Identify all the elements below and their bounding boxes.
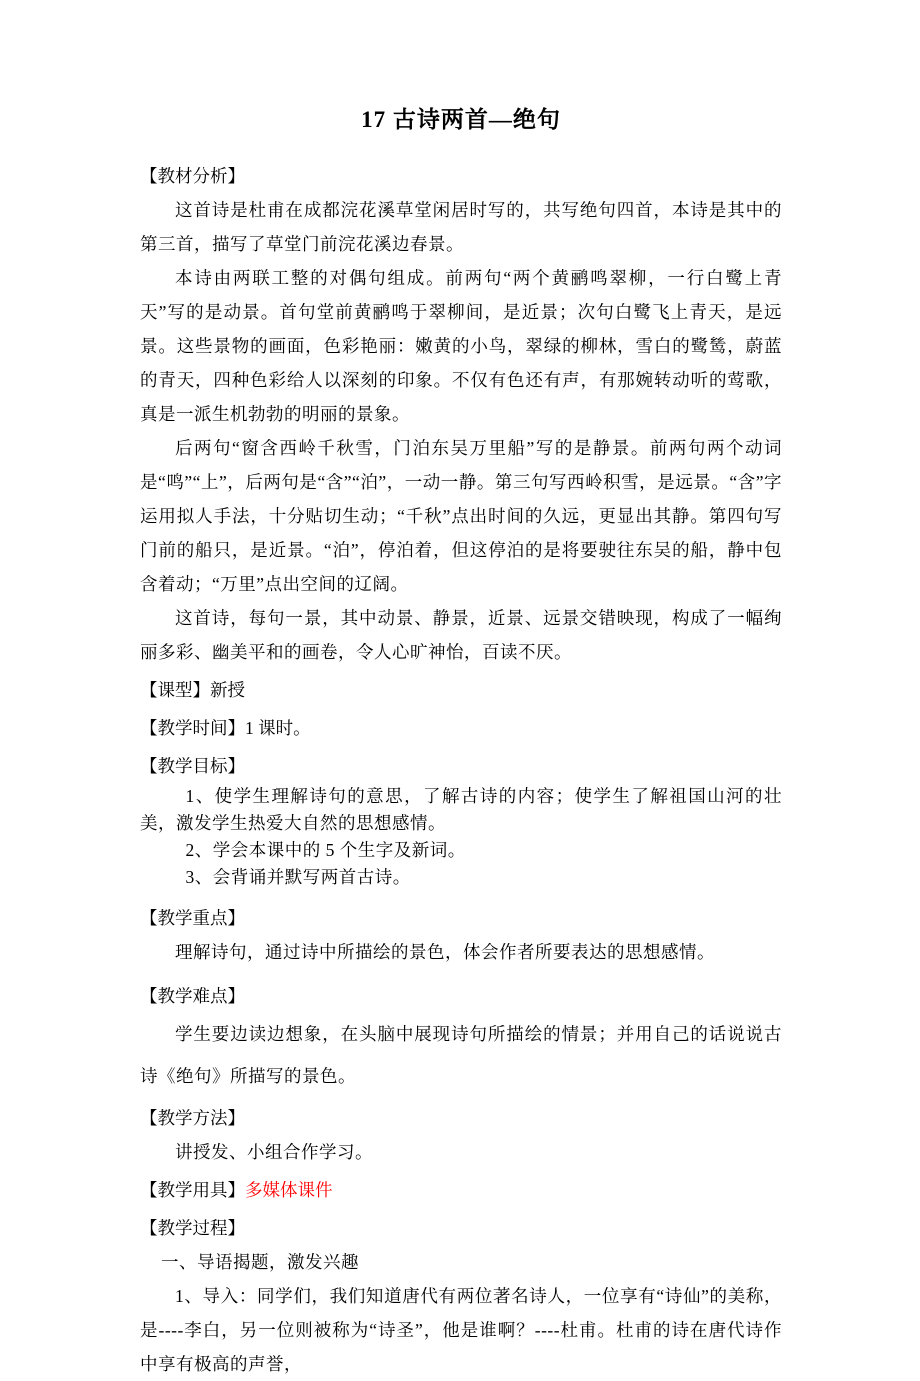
heading-material-analysis: 【教材分析】: [140, 166, 245, 186]
course-type-label: 【课型】: [140, 680, 210, 700]
heading-process: 【教学过程】: [140, 1218, 245, 1238]
heading-objectives: 【教学目标】: [140, 756, 245, 776]
teaching-aids-label: 【教学用具】: [140, 1180, 245, 1200]
key-points-paragraph: 理解诗句，通过诗中所描绘的景色，体会作者所要表达的思想感情。: [175, 942, 715, 962]
process-item: 一、导语揭题，激发兴趣: [161, 1252, 359, 1272]
teaching-aids-value: 多媒体课件: [245, 1180, 333, 1200]
heading-key-points: 【教学重点】: [140, 908, 245, 928]
teaching-time-label: 【教学时间】: [140, 718, 245, 738]
material-analysis-paragraph: 这首诗，每句一景，其中动景、静景，近景、远景交错映现，构成了一幅绚丽多彩、幽美平和的画卷，令人心旷神怡，百读不厌。: [140, 608, 782, 662]
teaching-aids-line: [140, 1173, 782, 1207]
objective-item: 1、使学生理解诗句的意思，了解古诗的内容；使学生了解祖国山河的壮美，激发学生热爱大自然的思想感情。: [140, 786, 782, 833]
material-analysis-paragraph: 这首诗是杜甫在成都浣花溪草堂闲居时写的，共写绝句四首，本诗是其中的第三首，描写了草堂门前浣花溪边春景。: [140, 200, 782, 254]
teaching-time-value: 1 课时。: [245, 718, 311, 738]
objective-item: 3、会背诵并默写两首古诗。: [185, 867, 411, 887]
heading-difficulties: 【教学难点】: [140, 986, 245, 1006]
course-type-value: 新授: [210, 680, 245, 700]
teaching-time-line: [140, 711, 782, 745]
document-title: 17 古诗两首—绝句: [361, 107, 561, 132]
course-type-line: [140, 673, 782, 707]
difficulties-paragraph: 学生要边读边想象，在头脑中展现诗句所描绘的情景；并用自己的话说说古诗《绝句》所描写的景色。: [140, 1024, 782, 1086]
methods-paragraph: 讲授发、小组合作学习。: [175, 1142, 373, 1162]
material-analysis-paragraph: 后两句“窗含西岭千秋雪，门泊东吴万里船”写的是静景。前两句两个动词是“鸣”“上”，后两句是“含”“泊”，一动一静。第三句写西岭积雪，是远景。“含”字运用拟人手法，十分贴切生动；“千秋”点出时间的久远，更显出其静。第四句写门前的船只，是近景。“泊”，停泊着，但这停泊的是将要驶往东吴的船，静中包含着动；“万里”点出空间的辽阔。: [140, 438, 782, 594]
process-item: 1、导入：同学们，我们知道唐代有两位著名诗人，一位享有“诗仙”的美称，是----李白，另一位则被称为“诗圣”，他是谁啊？----杜甫。杜甫的诗在唐代诗作中享有极高的声誉，: [140, 1286, 782, 1374]
heading-methods: 【教学方法】: [140, 1108, 245, 1128]
material-analysis-paragraph: 本诗由两联工整的对偶句组成。前两句“两个黄鹂鸣翠柳，一行白鹭上青天”写的是动景。首句堂前黄鹂鸣于翠柳间，是近景；次句白鹭飞上青天，是远景。这些景物的画面，色彩艳丽：嫩黄的小鸟，翠绿的柳林，雪白的鹭鸶，蔚蓝的青天，四种色彩给人以深刻的印象。不仅有色还有声，有那婉转动听的莺歌，真是一派生机勃勃的明丽的景象。: [140, 268, 782, 424]
objective-item: 2、学会本课中的 5 个生字及新词。: [185, 840, 466, 860]
